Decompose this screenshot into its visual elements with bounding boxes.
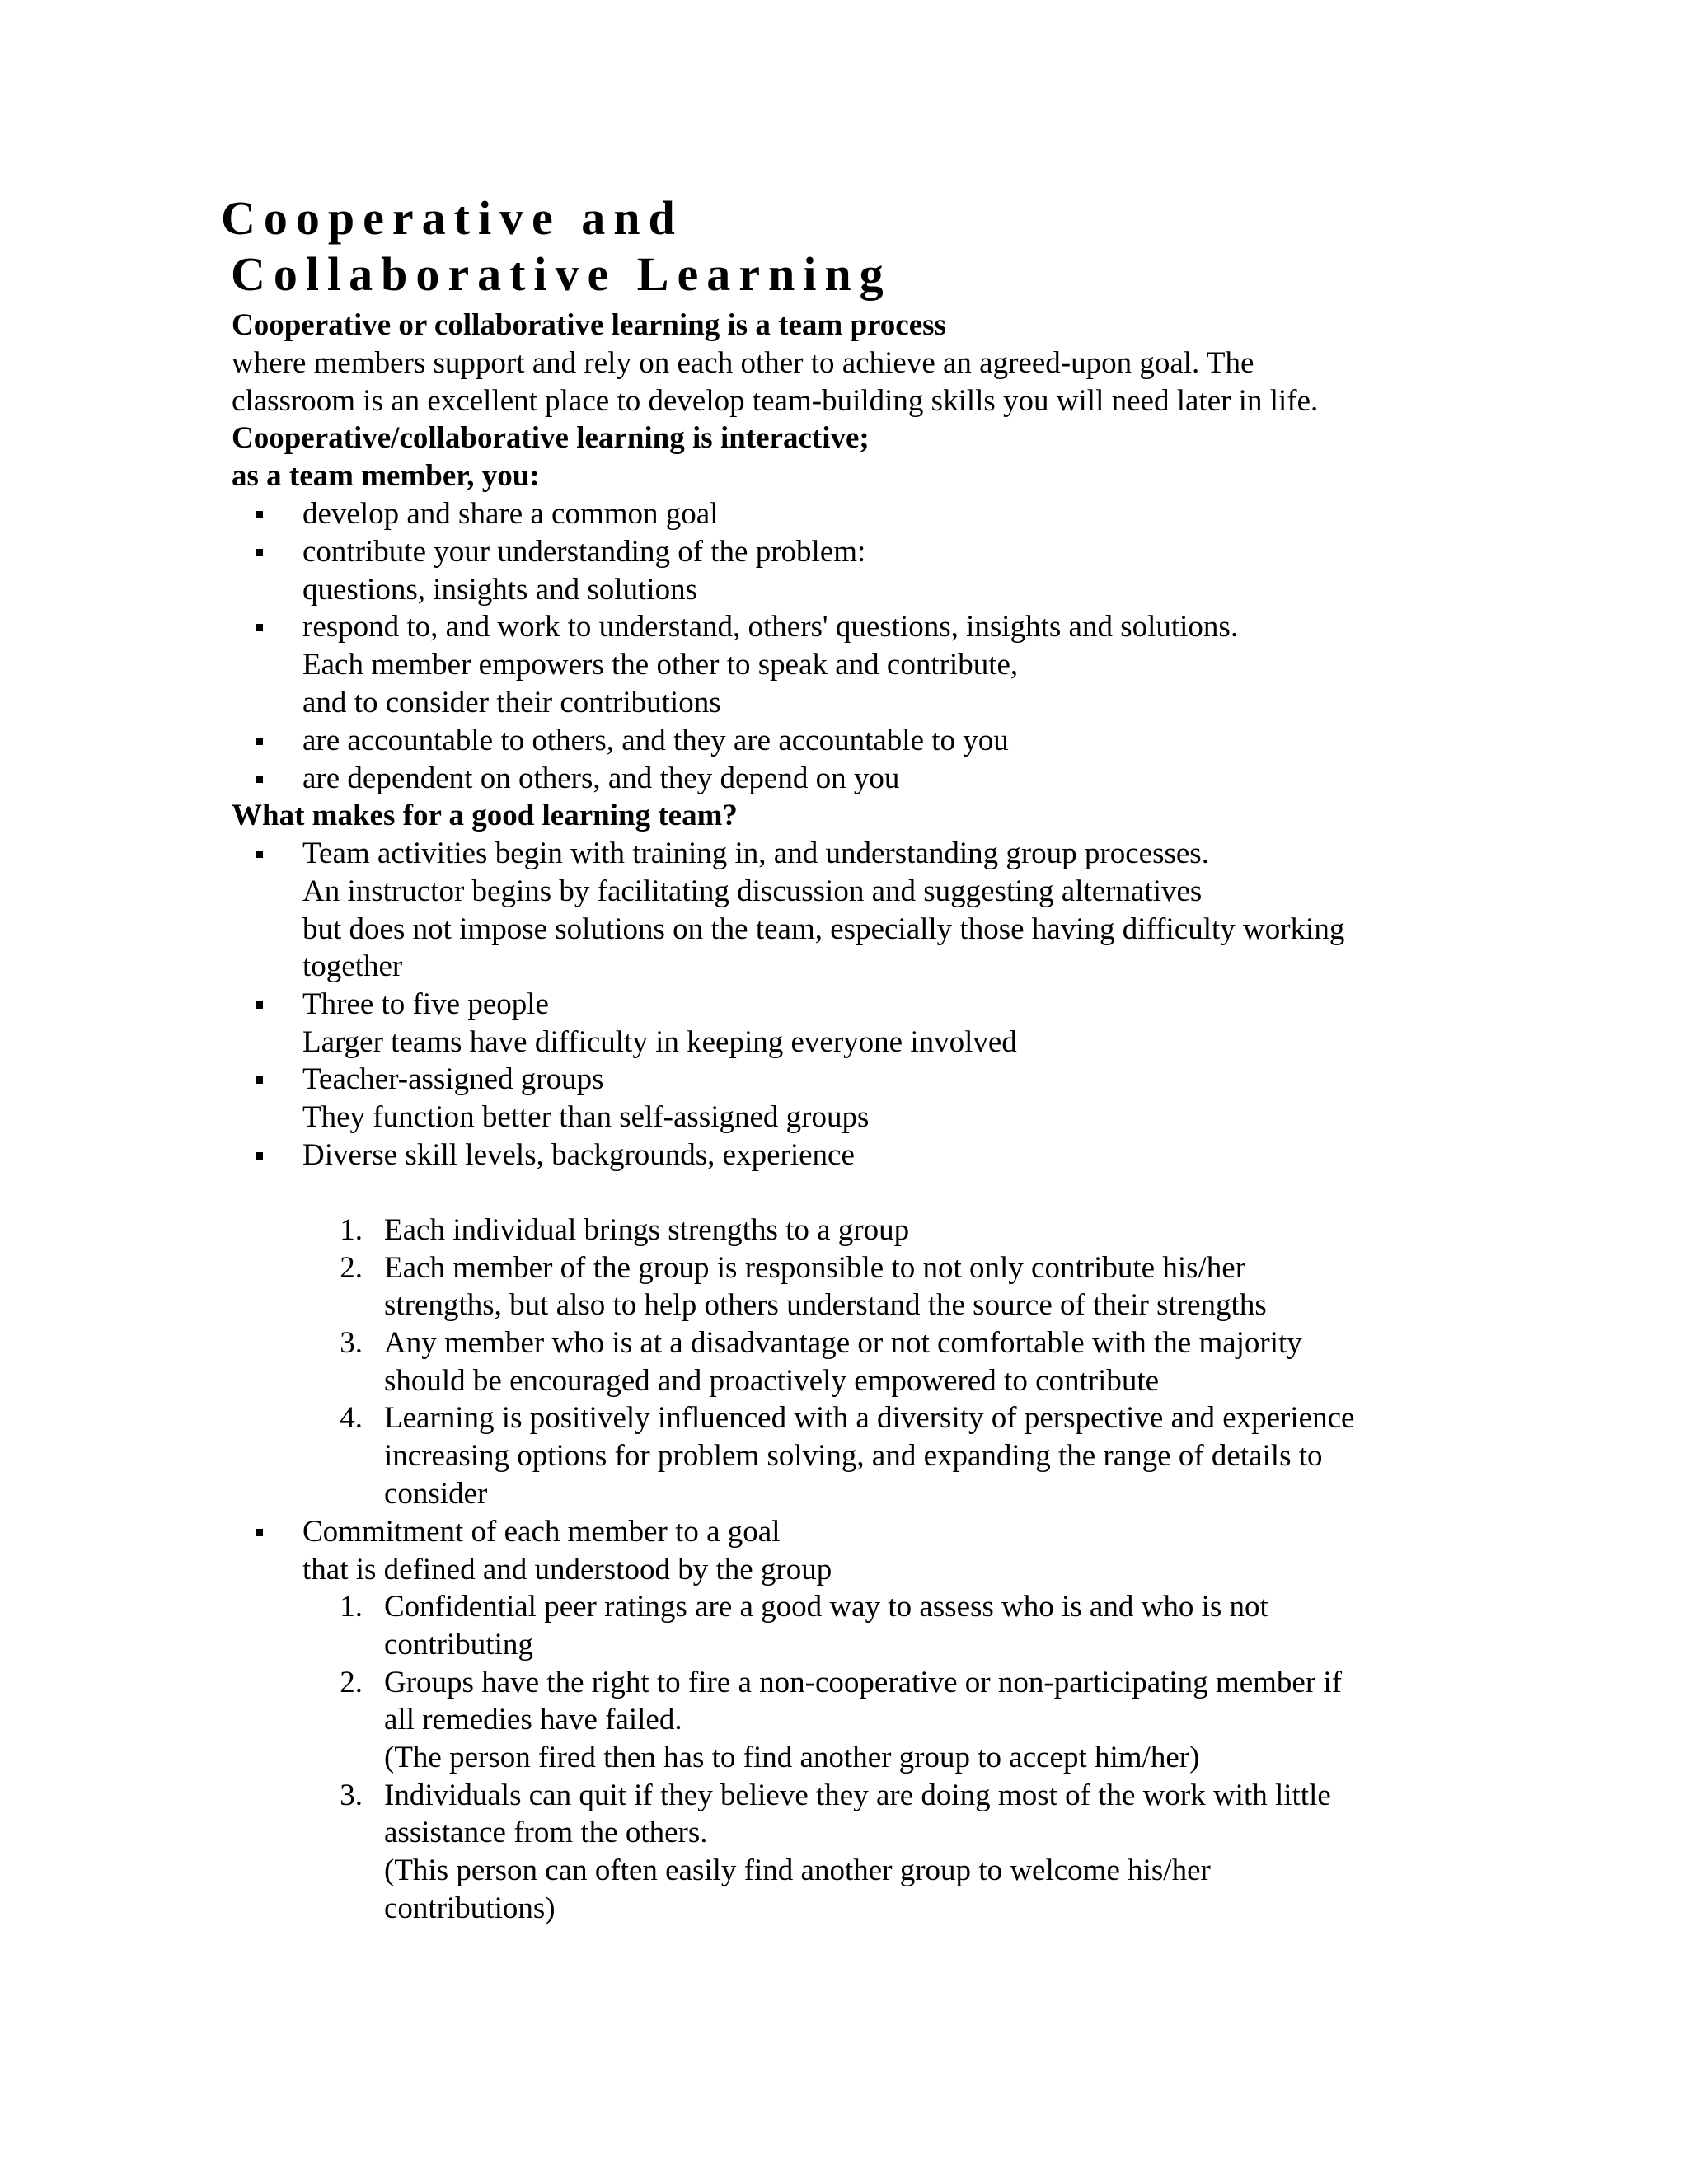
diverse-item-2-line-2: strengths, but also to help others understand the source of their strengths [384, 1288, 1267, 1322]
good-team-bullet-2-line-1: Three to five people [302, 987, 549, 1021]
commitment-item-3-line-1: Individuals can quit if they believe they are doing most of the work with little [384, 1779, 1331, 1812]
title-line-1: Cooperative and [221, 191, 683, 245]
good-team-bullet-1-line-3: but does not impose solutions on the team, especially those having difficulty working [302, 912, 1345, 946]
commitment-item-3-line-4: contributions) [384, 1891, 556, 1925]
interactive-bullet-5-line-1: are dependent on others, and they depend on you [302, 762, 900, 795]
good-team-bullet-3-line-1: Teacher-assigned groups [302, 1062, 604, 1096]
bullet-marker [256, 1529, 263, 1536]
diverse-item-4-line-1: Learning is positively influenced with a diversity of perspective and experience [384, 1401, 1355, 1435]
bullet-marker [256, 1076, 263, 1084]
diverse-item-1-line-1: Each individual brings strengths to a group [384, 1213, 910, 1247]
bullet-marker [256, 1152, 263, 1160]
diverse-item-4-line-2: increasing options for problem solving, and expanding the range of details to [384, 1439, 1323, 1473]
commitment-item-2-line-2: all remedies have failed. [384, 1703, 682, 1736]
commitment-line-1: Commitment of each member to a goal [302, 1515, 781, 1549]
good-team-heading: What makes for a good learning team? [232, 799, 738, 832]
bullet-marker [256, 624, 263, 631]
diverse-item-4-line-3: consider [384, 1477, 488, 1511]
bullet-marker [256, 1001, 263, 1009]
list-number: 2. [340, 1666, 363, 1699]
interactive-bullet-2-line-1: contribute your understanding of the problem: [302, 535, 866, 569]
intro-heading: Cooperative or collaborative learning is a team process [232, 308, 946, 342]
title-line-2: Collaborative Learning [231, 247, 892, 301]
interactive-bullet-2-line-2: questions, insights and solutions [302, 573, 697, 607]
interactive-heading-2: as a team member, you: [232, 459, 540, 493]
bullet-marker [256, 738, 263, 745]
bullet-marker [256, 511, 263, 518]
commitment-item-3-line-3: (This person can often easily find another group to welcome his/her [384, 1854, 1211, 1887]
interactive-bullet-4-line-1: are accountable to others, and they are accountable to you [302, 724, 1009, 757]
good-team-bullet-2-line-2: Larger teams have difficulty in keeping everyone involved [302, 1025, 1017, 1059]
diverse-item-3-line-2: should be encouraged and proactively empowered to contribute [384, 1364, 1160, 1398]
list-number: 3. [340, 1326, 363, 1360]
good-team-bullet-3-line-2: They function better than self-assigned groups [302, 1100, 870, 1134]
interactive-bullet-1-line-1: develop and share a common goal [302, 497, 719, 531]
interactive-heading-1: Cooperative/collaborative learning is interactive; [232, 421, 870, 455]
bullet-marker [256, 776, 263, 783]
commitment-item-3-line-2: assistance from the others. [384, 1816, 708, 1849]
commitment-item-1-line-1: Confidential peer ratings are a good way to assess who is and who is not [384, 1590, 1268, 1624]
list-number: 4. [340, 1401, 363, 1435]
interactive-bullet-3-line-3: and to consider their contributions [302, 686, 721, 719]
good-team-bullet-4-line-1: Diverse skill levels, backgrounds, experience [302, 1138, 855, 1172]
good-team-bullet-1-line-4: together [302, 949, 403, 983]
list-number: 2. [340, 1251, 363, 1285]
good-team-bullet-1-line-2: An instructor begins by facilitating discussion and suggesting alternatives [302, 874, 1203, 908]
commitment-line-2: that is defined and understood by the group [302, 1553, 832, 1586]
intro-text-2: classroom is an excellent place to develop team-building skills you will need later in life. [232, 384, 1319, 418]
commitment-item-2-line-3: (The person fired then has to find another group to accept him/her) [384, 1741, 1200, 1774]
interactive-bullet-3-line-2: Each member empowers the other to speak and contribute, [302, 648, 1019, 682]
list-number: 1. [340, 1213, 363, 1247]
commitment-item-2-line-1: Groups have the right to fire a non-cooperative or non-participating member if [384, 1666, 1343, 1699]
bullet-marker [256, 851, 263, 858]
diverse-item-2-line-1: Each member of the group is responsible to not only contribute his/her [384, 1251, 1246, 1285]
list-number: 3. [340, 1779, 363, 1812]
diverse-item-3-line-1: Any member who is at a disadvantage or not comfortable with the majority [384, 1326, 1302, 1360]
bullet-marker [256, 549, 263, 556]
intro-text-1: where members support and rely on each other to achieve an agreed-upon goal. The [232, 346, 1254, 380]
good-team-bullet-1-line-1: Team activities begin with training in, and understanding group processes. [302, 837, 1209, 870]
commitment-item-1-line-2: contributing [384, 1628, 533, 1661]
interactive-bullet-3-line-1: respond to, and work to understand, others' questions, insights and solutions. [302, 610, 1239, 644]
list-number: 1. [340, 1590, 363, 1624]
